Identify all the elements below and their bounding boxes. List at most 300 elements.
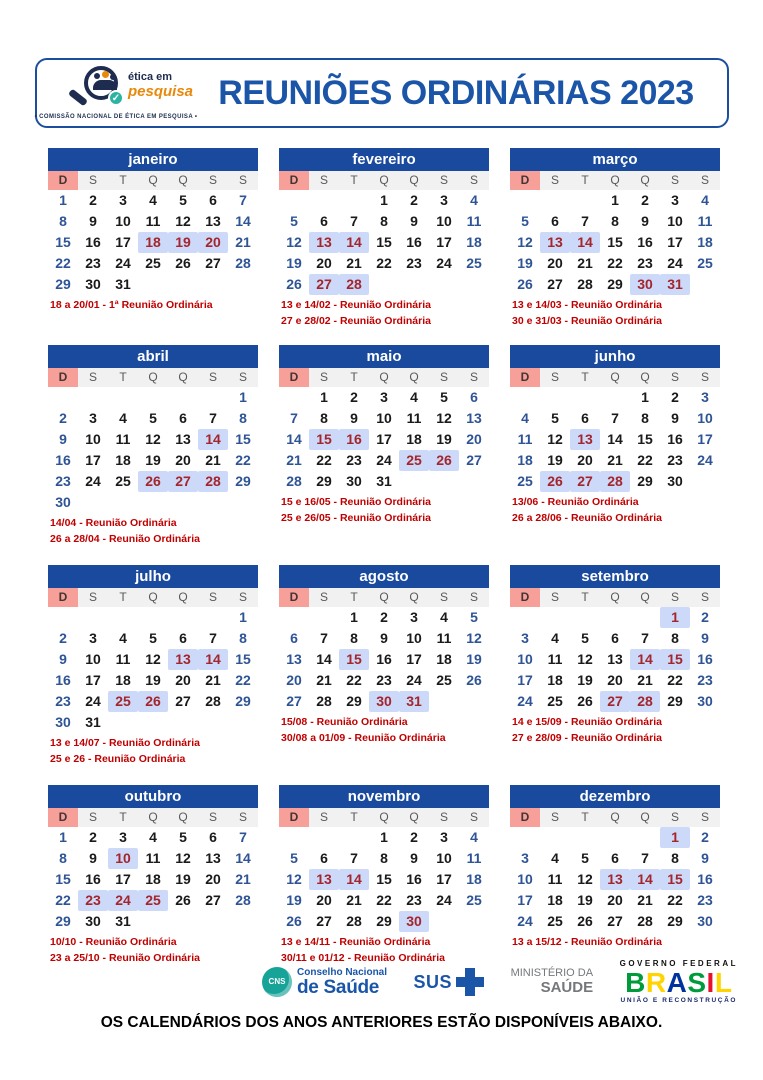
day-cell: 22	[376, 892, 392, 908]
governo-federal-logo	[620, 960, 738, 1005]
day-cell: 25	[547, 913, 563, 929]
day-cell: 30	[85, 276, 101, 292]
day-cell: 3	[410, 609, 418, 625]
weekday-header-sunday: D	[48, 588, 78, 607]
meeting-day-cell: 18	[138, 232, 168, 253]
meeting-note: 15/08 - Reunião Ordinária	[281, 716, 408, 728]
empty-day-cell	[540, 607, 570, 628]
day-cell: 22	[235, 452, 251, 468]
day-cell: 26	[286, 276, 302, 292]
day-cell: 31	[376, 473, 392, 489]
day-cell: 20	[286, 672, 302, 688]
day-cell: 22	[55, 255, 71, 271]
day-cell: 8	[380, 850, 388, 866]
weekday-header: T	[339, 368, 369, 387]
person-icon	[94, 73, 100, 79]
day-cell: 3	[440, 829, 448, 845]
weekday-header: S	[228, 171, 258, 190]
brasil-letter: B	[625, 966, 646, 998]
weekday-header: S	[228, 588, 258, 607]
day-cell: 21	[637, 892, 653, 908]
day-cell: 27	[547, 276, 563, 292]
weekday-header: S	[78, 368, 108, 387]
day-cell: 11	[115, 431, 131, 447]
day-cell: 15	[376, 234, 392, 250]
month-maio	[279, 345, 489, 527]
weekday-header: S	[540, 808, 570, 827]
day-cell: 13	[286, 651, 302, 667]
day-cell: 23	[697, 672, 713, 688]
day-cell: 27	[205, 892, 221, 908]
weekday-header: Q	[600, 588, 630, 607]
day-cell: 6	[179, 410, 187, 426]
cns-text-line1: Conselho Nacional	[297, 966, 388, 978]
day-cell: 16	[697, 651, 713, 667]
day-cell: 4	[521, 410, 529, 426]
meeting-note: 13 e 14/07 - Reunião Ordinária	[50, 737, 200, 749]
day-cell: 16	[55, 452, 71, 468]
weekday-header: S	[540, 368, 570, 387]
meeting-day-cell: 28	[339, 274, 369, 295]
meeting-day-cell: 31	[660, 274, 690, 295]
empty-day-cell	[570, 607, 600, 628]
empty-day-cell	[78, 607, 108, 628]
day-cell: 5	[149, 410, 157, 426]
day-cell: 16	[697, 871, 713, 887]
day-cell: 14	[316, 651, 332, 667]
day-cell: 15	[55, 234, 71, 250]
meeting-day-cell: 26	[138, 471, 168, 492]
meeting-day-cell: 14	[339, 232, 369, 253]
weekday-header: Q	[168, 171, 198, 190]
day-cell: 16	[406, 871, 422, 887]
weekday-header: S	[429, 808, 459, 827]
weekday-header: S	[228, 808, 258, 827]
day-cell: 23	[85, 255, 101, 271]
empty-day-cell	[48, 607, 78, 628]
weekday-header-sunday: D	[279, 368, 309, 387]
month-abril	[48, 345, 258, 548]
day-cell: 15	[637, 431, 653, 447]
weekday-header: Q	[630, 368, 660, 387]
brasil-letter: L	[714, 966, 733, 998]
ministerio-line1: MINISTÉRIO DA	[510, 967, 594, 980]
day-cell: 19	[145, 452, 161, 468]
day-cell: 1	[611, 192, 619, 208]
day-cell: 25	[115, 473, 131, 489]
day-cell: 31	[115, 913, 131, 929]
day-cell: 5	[290, 213, 298, 229]
meeting-note: 30/08 a 01/09 - Reunião Ordinária	[281, 731, 446, 744]
meeting-day-cell: 1	[660, 607, 690, 628]
day-cell: 1	[380, 829, 388, 845]
magnifier-people-icon	[56, 66, 194, 112]
day-cell: 25	[436, 672, 452, 688]
weekday-header: Q	[138, 588, 168, 607]
meeting-day-cell: 20	[198, 232, 228, 253]
day-cell: 10	[517, 651, 533, 667]
weekday-header-sunday: D	[510, 171, 540, 190]
meeting-day-cell: 14	[630, 869, 660, 890]
day-cell: 17	[376, 431, 392, 447]
month-title: janeiro	[48, 148, 258, 171]
day-cell: 4	[149, 829, 157, 845]
day-cell: 24	[85, 473, 101, 489]
day-cell: 16	[85, 234, 101, 250]
day-cell: 27	[175, 693, 191, 709]
day-cell: 10	[697, 410, 713, 426]
empty-day-cell	[600, 827, 630, 848]
day-cell: 17	[115, 234, 131, 250]
weekday-header: S	[660, 588, 690, 607]
day-cell: 20	[316, 892, 332, 908]
meeting-day-cell: 28	[600, 471, 630, 492]
day-cell: 4	[149, 192, 157, 208]
day-cell: 31	[85, 714, 101, 730]
weekday-header: S	[690, 171, 720, 190]
day-cell: 12	[145, 431, 161, 447]
day-cell: 7	[350, 850, 358, 866]
day-cell: 13	[175, 431, 191, 447]
magnifier-handle-icon	[68, 89, 88, 107]
day-cell: 17	[406, 651, 422, 667]
day-cell: 24	[517, 913, 533, 929]
weekday-header: Q	[168, 808, 198, 827]
weekday-header: T	[570, 171, 600, 190]
conep-logo	[34, 66, 198, 120]
month-title: fevereiro	[279, 148, 489, 171]
day-cell: 7	[209, 410, 217, 426]
day-cell: 8	[350, 630, 358, 646]
meeting-note: 30 e 31/03 - Reunião Ordinária	[512, 314, 662, 327]
day-cell: 28	[637, 913, 653, 929]
day-cell: 1	[239, 609, 247, 625]
day-cell: 3	[701, 389, 709, 405]
day-cell: 2	[89, 829, 97, 845]
weekday-header-sunday: D	[279, 808, 309, 827]
weekday-header: Q	[600, 808, 630, 827]
weekday-header: S	[690, 808, 720, 827]
day-cell: 8	[59, 213, 67, 229]
cns-text-line2: de Saúde	[297, 976, 380, 998]
day-cell: 9	[410, 850, 418, 866]
day-cell: 18	[466, 871, 482, 887]
day-cell: 17	[667, 234, 683, 250]
day-cell: 20	[205, 871, 221, 887]
empty-day-cell	[279, 607, 309, 628]
meeting-day-cell: 16	[339, 429, 369, 450]
meeting-day-cell: 25	[399, 450, 429, 471]
day-cell: 7	[641, 630, 649, 646]
day-cell: 12	[517, 234, 533, 250]
day-cell: 6	[179, 630, 187, 646]
day-cell: 21	[346, 892, 362, 908]
day-cell: 6	[209, 829, 217, 845]
month-title: novembro	[279, 785, 489, 808]
day-cell: 23	[376, 672, 392, 688]
day-cell: 21	[235, 234, 251, 250]
day-cell: 4	[551, 630, 559, 646]
day-cell: 11	[466, 850, 482, 866]
month-agosto	[279, 565, 489, 747]
day-cell: 5	[581, 630, 589, 646]
meeting-note: 14 e 15/09 - Reunião Ordinária	[512, 716, 662, 728]
day-cell: 20	[175, 452, 191, 468]
day-cell: 28	[346, 913, 362, 929]
brasil-letter: S	[687, 966, 707, 998]
meeting-note: 18 a 20/01 - 1ª Reunião Ordinária	[50, 299, 213, 311]
day-cell: 28	[577, 276, 593, 292]
meeting-note: 13 e 14/03 - Reunião Ordinária	[512, 299, 662, 311]
day-cell: 18	[115, 672, 131, 688]
meeting-note: 27 e 28/02 - Reunião Ordinária	[281, 314, 431, 327]
meeting-note: 10/10 - Reunião Ordinária	[50, 936, 177, 948]
meeting-day-cell: 26	[429, 450, 459, 471]
day-cell: 29	[607, 276, 623, 292]
day-cell: 26	[175, 892, 191, 908]
empty-day-cell	[108, 607, 138, 628]
brasil-letter: R	[645, 966, 667, 998]
day-cell: 10	[406, 630, 422, 646]
logo-text-etica-em: ética em	[128, 71, 173, 83]
month-janeiro	[48, 148, 258, 314]
meeting-day-cell: 30	[399, 911, 429, 932]
day-cell: 9	[671, 410, 679, 426]
meeting-note: 30/11 e 01/12 - Reunião Ordinária	[281, 951, 445, 964]
day-cell: 31	[115, 276, 131, 292]
day-cell: 13	[205, 213, 221, 229]
day-cell: 8	[671, 630, 679, 646]
day-cell: 22	[667, 672, 683, 688]
day-cell: 29	[316, 473, 332, 489]
day-cell: 4	[470, 192, 478, 208]
weekday-header: Q	[168, 588, 198, 607]
day-cell: 9	[89, 850, 97, 866]
empty-day-cell	[309, 190, 339, 211]
day-cell: 6	[320, 213, 328, 229]
day-cell: 18	[115, 452, 131, 468]
meeting-day-cell: 13	[600, 869, 630, 890]
weekday-header: Q	[168, 368, 198, 387]
meeting-day-cell: 27	[600, 691, 630, 712]
day-cell: 8	[239, 410, 247, 426]
day-cell: 22	[55, 892, 71, 908]
meeting-note: 13 a 15/12 - Reunião Ordinária	[512, 936, 662, 948]
month-março	[510, 148, 720, 330]
day-cell: 2	[641, 192, 649, 208]
day-cell: 9	[641, 213, 649, 229]
day-cell: 30	[346, 473, 362, 489]
day-cell: 6	[611, 630, 619, 646]
day-cell: 22	[235, 672, 251, 688]
weekday-header: T	[339, 588, 369, 607]
day-cell: 4	[551, 850, 559, 866]
meeting-day-cell: 26	[138, 691, 168, 712]
day-cell: 6	[611, 850, 619, 866]
day-cell: 16	[376, 651, 392, 667]
day-cell: 17	[85, 672, 101, 688]
day-cell: 20	[316, 255, 332, 271]
day-cell: 28	[205, 693, 221, 709]
weekday-header: T	[570, 808, 600, 827]
day-cell: 26	[517, 276, 533, 292]
day-cell: 9	[59, 651, 67, 667]
meeting-day-cell: 24	[108, 890, 138, 911]
day-cell: 30	[667, 473, 683, 489]
meeting-day-cell: 23	[78, 890, 108, 911]
day-cell: 24	[85, 693, 101, 709]
weekday-header: S	[309, 171, 339, 190]
meeting-note: 15 e 16/05 - Reunião Ordinária	[281, 496, 431, 508]
empty-day-cell	[168, 387, 198, 408]
weekday-header-sunday: D	[279, 588, 309, 607]
day-cell: 10	[115, 213, 131, 229]
day-cell: 23	[406, 892, 422, 908]
day-cell: 7	[209, 630, 217, 646]
day-cell: 9	[701, 850, 709, 866]
weekday-header: S	[459, 588, 489, 607]
meeting-day-cell: 1	[660, 827, 690, 848]
weekday-header: Q	[399, 808, 429, 827]
sus-label: SUS	[413, 971, 453, 992]
person-icon	[110, 74, 116, 80]
empty-day-cell	[540, 827, 570, 848]
month-junho	[510, 345, 720, 527]
weekday-header: S	[660, 368, 690, 387]
day-cell: 3	[380, 389, 388, 405]
previous-calendars-note: OS CALENDÁRIOS DOS ANOS ANTERIORES ESTÃO DISPONÍVEIS ABAIXO.	[100, 1014, 663, 1031]
day-cell: 19	[517, 255, 533, 271]
empty-day-cell	[339, 190, 369, 211]
day-cell: 7	[581, 213, 589, 229]
day-cell: 12	[175, 213, 191, 229]
logo-caption: • COMISSÃO NACIONAL DE ÉTICA EM PESQUISA •	[34, 114, 198, 120]
weekday-header: S	[459, 171, 489, 190]
day-cell: 20	[175, 672, 191, 688]
day-cell: 11	[466, 213, 482, 229]
meeting-day-cell: 14	[630, 649, 660, 670]
empty-day-cell	[540, 387, 570, 408]
day-cell: 21	[205, 452, 221, 468]
day-cell: 15	[235, 651, 251, 667]
day-cell: 12	[577, 871, 593, 887]
meeting-day-cell: 28	[198, 471, 228, 492]
weekday-header: S	[429, 171, 459, 190]
month-title: maio	[279, 345, 489, 368]
day-cell: 17	[115, 871, 131, 887]
meeting-day-cell: 27	[309, 274, 339, 295]
day-cell: 23	[55, 473, 71, 489]
day-cell: 4	[410, 389, 418, 405]
header-banner	[35, 58, 729, 128]
month-julho	[48, 565, 258, 768]
day-cell: 14	[286, 431, 302, 447]
day-cell: 7	[320, 630, 328, 646]
day-cell: 12	[547, 431, 563, 447]
meeting-day-cell: 28	[630, 691, 660, 712]
weekday-header-sunday: D	[48, 368, 78, 387]
day-cell: 29	[235, 693, 251, 709]
meeting-day-cell: 27	[168, 471, 198, 492]
meeting-day-cell: 30	[630, 274, 660, 295]
day-cell: 12	[145, 651, 161, 667]
day-cell: 28	[286, 473, 302, 489]
day-cell: 8	[59, 850, 67, 866]
meeting-note: 13 e 14/11 - Reunião Ordinária	[281, 936, 431, 948]
day-cell: 19	[547, 452, 563, 468]
weekday-header: Q	[630, 171, 660, 190]
day-cell: 22	[316, 452, 332, 468]
day-cell: 1	[59, 192, 67, 208]
weekday-header: S	[459, 808, 489, 827]
day-cell: 19	[577, 672, 593, 688]
day-cell: 23	[406, 255, 422, 271]
meeting-day-cell: 25	[108, 691, 138, 712]
weekday-header: T	[108, 171, 138, 190]
empty-day-cell	[600, 607, 630, 628]
day-cell: 7	[611, 410, 619, 426]
day-cell: 5	[470, 609, 478, 625]
day-cell: 29	[346, 693, 362, 709]
weekday-header: Q	[369, 171, 399, 190]
month-setembro	[510, 565, 720, 747]
person-icon	[102, 71, 109, 78]
day-cell: 24	[406, 672, 422, 688]
day-cell: 10	[376, 410, 392, 426]
meeting-note: 25 e 26/05 - Reunião Ordinária	[281, 511, 431, 524]
day-cell: 6	[209, 192, 217, 208]
day-cell: 4	[119, 410, 127, 426]
day-cell: 12	[436, 410, 452, 426]
day-cell: 22	[376, 255, 392, 271]
brasil-wordmark	[620, 966, 738, 998]
day-cell: 5	[551, 410, 559, 426]
check-icon: ✓	[108, 90, 124, 106]
month-fevereiro	[279, 148, 489, 330]
day-cell: 1	[59, 829, 67, 845]
day-cell: 5	[290, 850, 298, 866]
day-cell: 30	[55, 494, 71, 510]
day-cell: 2	[701, 829, 709, 845]
day-cell: 25	[517, 473, 533, 489]
day-cell: 6	[551, 213, 559, 229]
weekday-header: Q	[399, 368, 429, 387]
meeting-day-cell: 13	[540, 232, 570, 253]
day-cell: 2	[59, 410, 67, 426]
weekday-header-sunday: D	[510, 808, 540, 827]
day-cell: 19	[286, 892, 302, 908]
day-cell: 2	[350, 389, 358, 405]
day-cell: 24	[517, 693, 533, 709]
day-cell: 27	[316, 913, 332, 929]
day-cell: 10	[667, 213, 683, 229]
empty-day-cell	[78, 387, 108, 408]
meeting-day-cell: 15	[339, 649, 369, 670]
day-cell: 29	[376, 913, 392, 929]
empty-day-cell	[570, 387, 600, 408]
day-cell: 25	[697, 255, 713, 271]
weekday-header: S	[540, 171, 570, 190]
cns-globe-icon: CNS	[262, 967, 292, 997]
brasil-letter: A	[666, 966, 688, 998]
people-group-icon	[93, 80, 117, 90]
day-cell: 2	[410, 829, 418, 845]
day-cell: 25	[145, 255, 161, 271]
meeting-note: 26 a 28/04 - Reunião Ordinária	[50, 532, 200, 545]
day-cell: 3	[89, 410, 97, 426]
day-cell: 18	[697, 234, 713, 250]
day-cell: 26	[175, 255, 191, 271]
